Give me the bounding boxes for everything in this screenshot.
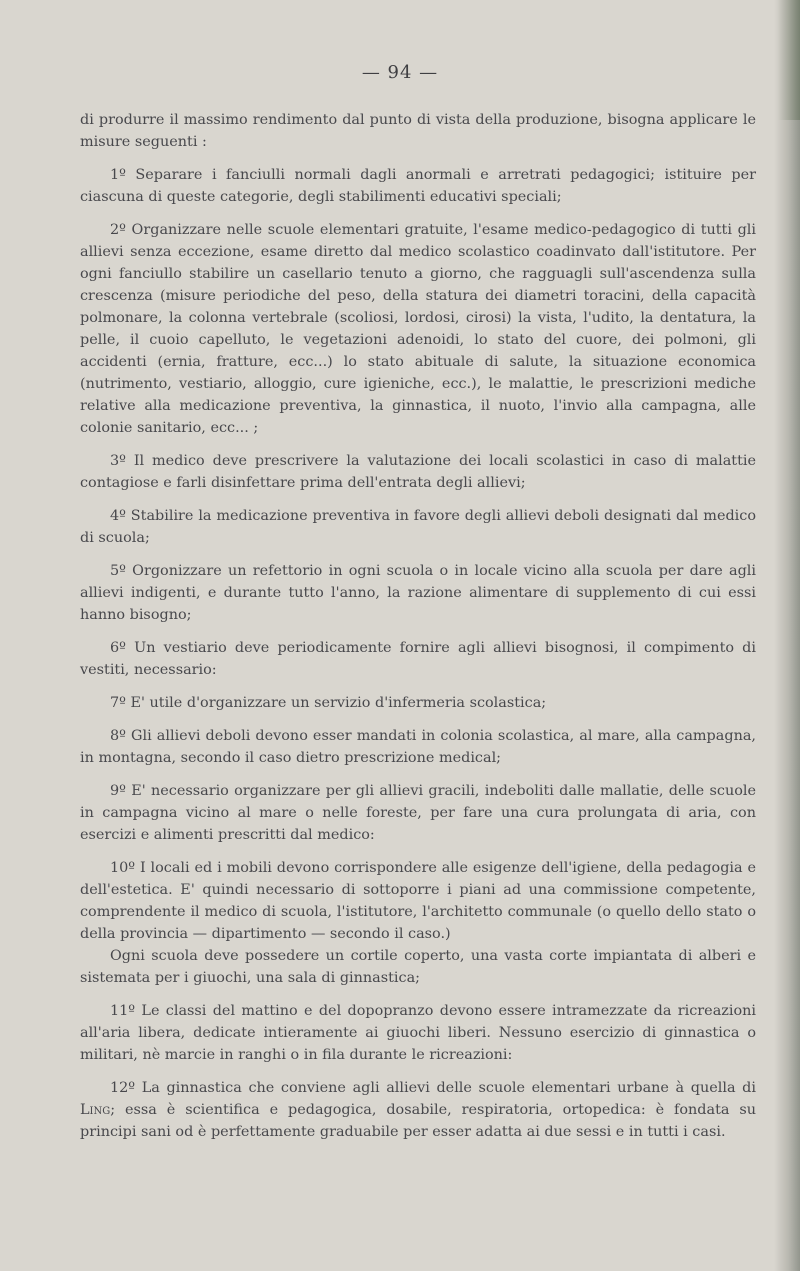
paragraph-item-10: 10º I locali ed i mobili devono corrispondere alle esigenze dell'igiene, della pedagogia e dell'estetica. E' quindi necessario di sottoporre i piani ad una commissione competente, comprendente il medico di scuola, l'istitutore, l'architetto communale (o quello dello stato o della provincia — dipartimento — secondo il caso.) [80,860,756,942]
paragraph-item-3: 3º Il medico deve prescrivere la valutazione dei locali scolastici in caso di malattie contagiose e farli disinfettare prima dell'entrata degli allievi; [80,453,756,491]
paragraph-item-11: 11º Le classi del mattino e del dopopranzo devono essere intramezzate da ricreazioni all'aria libera, dedicate intieramente ai giuochi liberi. Nessuno esercizio di ginnastica o militari, nè marcie in ranghi o in fila durante le ricreazioni: [80,1003,756,1063]
paragraph-item-7: 7º E' utile d'organizzare un servizio d'infermeria scolastica; [110,695,547,711]
page-edge-shadow [774,0,800,1271]
paragraph-item-5: 5º Orgonizzare un refettorio in ogni scuola o in locale vicino alla scuola per dare agli allievi indigenti, e durante tutto l'anno, la razione alimentare di supplemento di cui essi hanno bisogno; [80,563,756,623]
paragraph-item-12-end: ; essa è scientifica e pedagogica, dosabile, respiratoria, ortopedica: è fondata su principi sani od è perfettamente graduabile per esser adatta ai due sessi e in tutti i casi. [80,1102,756,1140]
paragraph-item-2: 2º Organizzare nelle scuole elementari gratuite, l'esame medico-pedagogico di tutti gli allievi senza eccezione, esame diretto dal medico scolastico coadinvato dall'istitutore. Per ogni fanciullo stabilire un casellario tenuto a giorno, che ragguagli sull'ascendenza sulla crescenza (misure periodiche del peso, della statura dei diametri toracini, della capacità polmonare, la colonna vertebrale (scoliosi, lordosi, cirosi) la vista, l'udito, la dentatura, la pelle, il cuoio capelluto, le vegetazioni adenoidi, lo stato del cuore, dei polmoni, gli accidenti (ernia, fratture, ecc...) lo stato abituale di salute, la situazione economica (nutrimento, vestiario, alloggio, cure igieniche, ecc.), le malattie, le prescrizioni mediche relative alla medicazione preventiva, la ginnastica, il nuoto, l'invio alla campagna, alle colonie sanitario, ecc... ; [80,222,756,436]
paragraph-item-4: 4º Stabilire la medicazione preventiva in favore degli allievi deboli designati dal medico di scuola; [80,508,756,546]
paragraph-item-6: 6º Un vestiario deve periodicamente fornire agli allievi bisognosi, il compimento di vestiti, necessario: [80,640,756,678]
paragraph-intro: di produrre il massimo rendimento dal punto di vista della produzione, bisogna applicare le misure seguenti : [80,112,756,150]
paragraph-item-9: 9º E' necessario organizzare per gli allievi gracili, indeboliti dalle mallatie, delle scuole in campagna vicino al mare o nelle foreste, per fare una cura prolungata di aria, con esercizi e alimenti prescritti dal medico: [80,783,756,843]
paragraph-item-12 [80,1077,756,1143]
paragraph-item-12-start: 12º La ginnastica che conviene agli allievi delle scuole elementari urbane à quella di [110,1080,756,1096]
body-text [80,109,756,1154]
paragraph-item-10-continued: Ogni scuola deve possedere un cortile coperto, una vasta corte impiantata di alberi e sistemata per i giuochi, una sala di ginnastica; [80,948,756,986]
paragraph-item-8: 8º Gli allievi deboli devono esser mandati in colonia scolastica, al mare, alla campagna, in montagna, secondo il caso dietro prescrizione medical; [80,728,756,766]
paragraph-item-1: 1º Separare i fanciulli normali dagli anormali e arretrati pedagogici; istituire per ciascuna di queste categorie, degli stabilimenti educativi speciali; [80,167,756,205]
page-number: — 94 — [361,62,439,83]
page-corner-shadow [778,0,800,120]
author-name-ling: Ling [80,1102,111,1118]
